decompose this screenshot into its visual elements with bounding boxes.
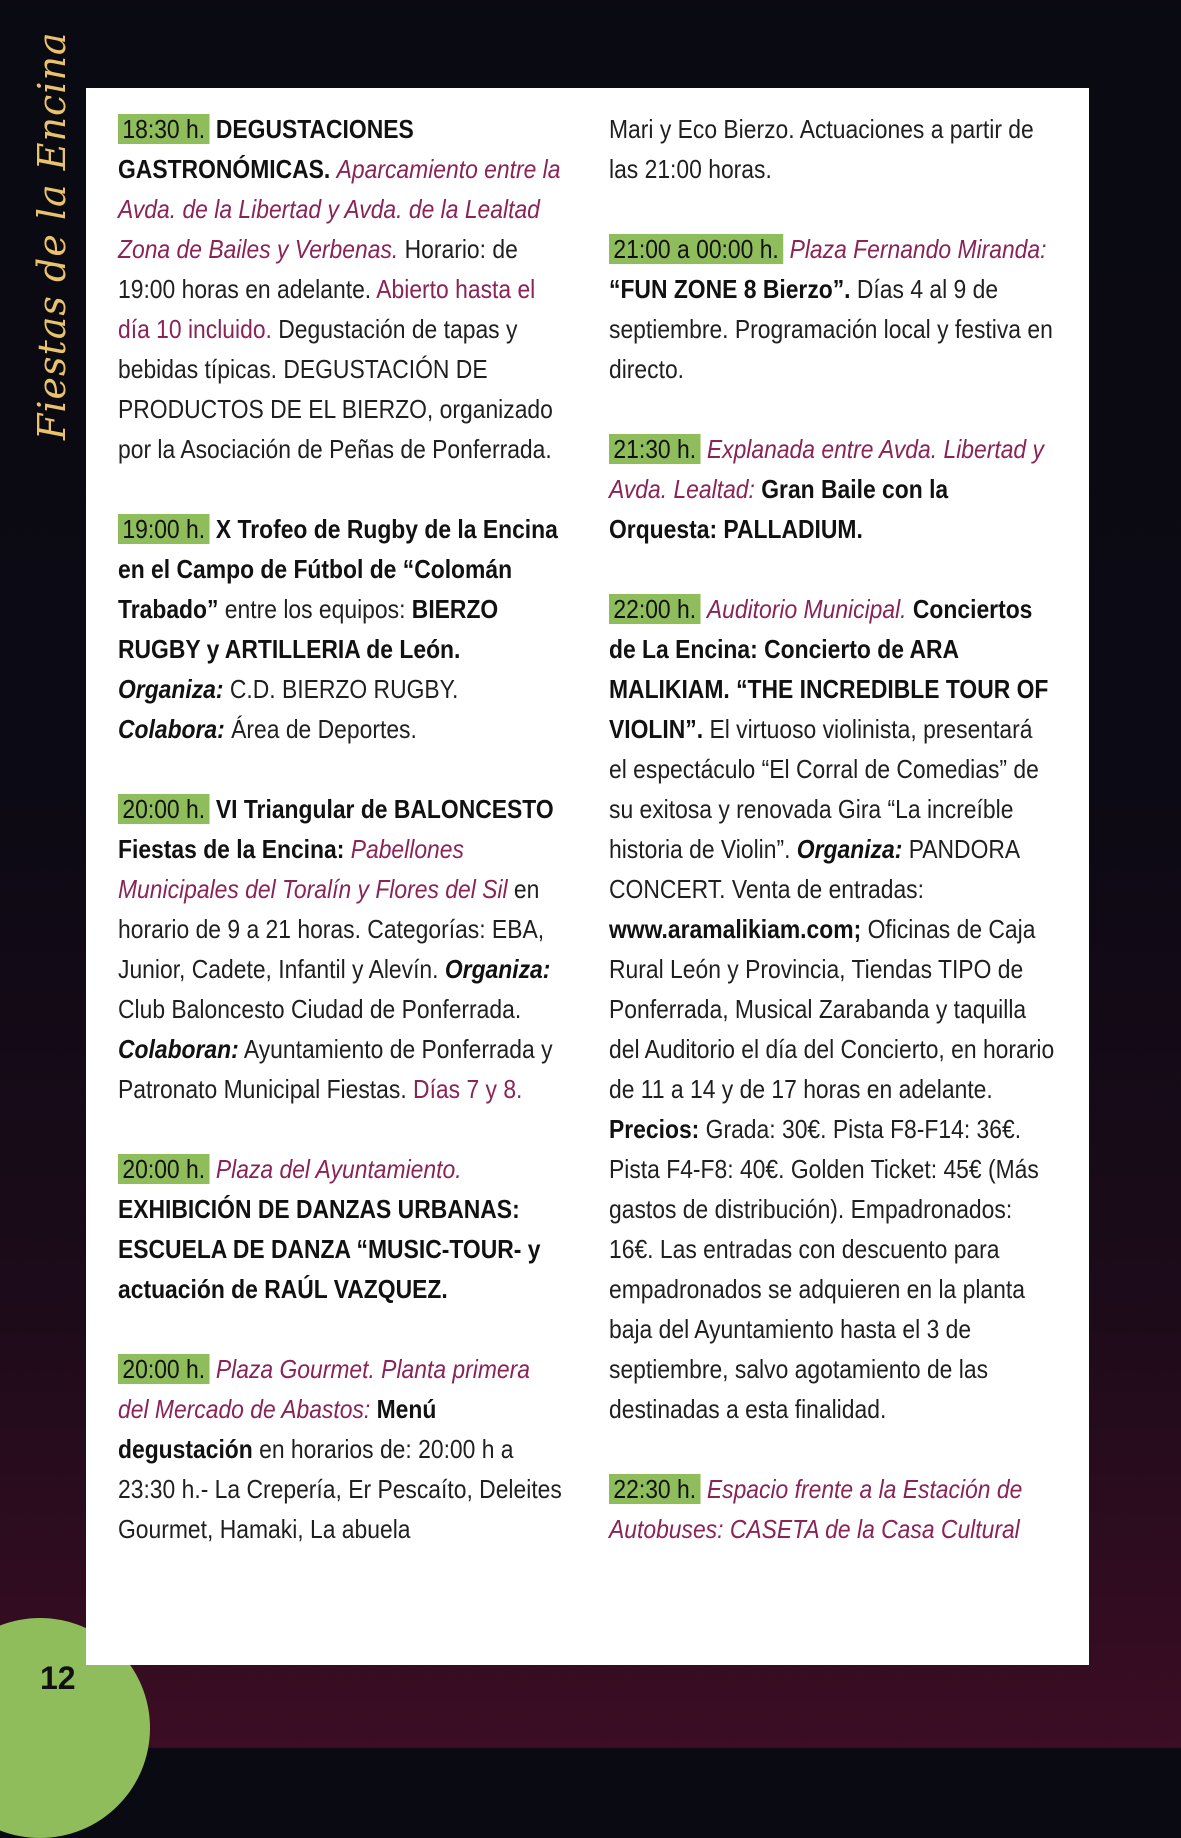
sidebar-title: Fiestas de la Encina [30, 31, 74, 440]
event-time-badge: 20:00 h. [118, 1354, 210, 1384]
event-time-badge: 21:00 a 00:00 h. [609, 234, 783, 264]
event-text: EXHIBICIÓN DE DANZAS URBANAS: ESCUELA DE DANZA “MUSIC-TOUR- y actuación de RAÚL VAZQUEZ. [118, 1194, 541, 1304]
event-entry [118, 789, 563, 1109]
event-text: Organiza: [118, 674, 224, 704]
left-column [118, 109, 564, 1589]
event-text: en horario de 9 a 21 horas. Categorías: EBA, Junior, Cadete, Infantil y Alevín. [118, 874, 545, 984]
event-text: Menú degustación [118, 1394, 437, 1464]
event-text: Abierto hasta el día 10 incluido. [118, 274, 536, 344]
event-time-badge: 20:00 h. [118, 794, 210, 824]
event-text: Área de Deportes. [231, 714, 417, 744]
event-text: entre los equipos: [224, 594, 406, 624]
event-text: www.aramalikiam.com; [609, 914, 862, 944]
event-text: Aparcamiento entre la Avda. de la Libertad y Avda. de la Lealtad Zona de Bailes y Verbenas. [118, 154, 561, 264]
event-entry [609, 589, 1054, 1429]
event-time-badge: 22:00 h. [609, 594, 701, 624]
event-text: “FUN ZONE 8 Bierzo”. [609, 274, 851, 304]
event-text: Mari y Eco Bierzo. Actuaciones a partir de las 21:00 horas. [609, 114, 1034, 184]
event-text: Horario: de 19:00 horas en adelante. [118, 234, 518, 304]
event-text: BIERZO RUGBY y ARTILLERIA de León. [118, 594, 499, 664]
event-text: C.D. BIERZO RUGBY. [229, 674, 459, 704]
event-entry [609, 109, 1054, 189]
event-text: PANDORA CONCERT. Venta de entradas: [609, 834, 1019, 904]
event-text: Colaboran: [118, 1034, 239, 1064]
event-entry [609, 229, 1054, 389]
event-text: Oficinas de Caja Rural León y Provincia, Tiendas TIPO de Ponferrada, Musical Zarabanda y taquilla del Auditorio el día del Concierto, en horario de 11 a 14 y de 17 horas en adelante. [609, 914, 1055, 1104]
event-text: Explanada entre Avda. Libertad y Avda. Lealtad: [609, 434, 1044, 504]
event-entry [118, 1149, 563, 1309]
event-text: Club Baloncesto Ciudad de Ponferrada. [118, 994, 522, 1024]
event-time-badge: 19:00 h. [118, 514, 210, 544]
event-text: Precios: [609, 1114, 700, 1144]
event-time-badge: 20:00 h. [118, 1154, 210, 1184]
event-text: Organiza: [444, 954, 551, 984]
event-entry [118, 109, 563, 469]
event-text: Pabellones Municipales del Toralín y Flores del Sil [118, 834, 508, 904]
event-text: Gran Baile con la Orquesta: PALLADIUM. [609, 474, 949, 544]
event-text: Espacio frente a la Estación de Autobuses: CASETA de la Casa Cultural [609, 1474, 1023, 1544]
event-text: Grada: 30€. Pista F8-F14: 36€. Pista F4-F8: 40€. Golden Ticket: 45€ (Más gastos de distribución). Empadronados: 16€. Las entradas con descuento para empadronados se adquieren en la planta baja del Ayuntamiento hasta el 3 de septiembre, salvo agotamiento de las destinadas a esta finalidad. [609, 1114, 1039, 1424]
event-text: Conciertos de La Encina: Concierto de ARA MALIKIAM. “THE INCREDIBLE TOUR OF VIOLIN”. [609, 594, 1049, 744]
content-panel [86, 88, 1089, 1665]
event-time-badge: 22:30 h. [609, 1474, 701, 1504]
event-text: Plaza Fernando Miranda: [789, 234, 1047, 264]
page-number: 12 [40, 1660, 76, 1696]
event-text: Organiza: [796, 834, 903, 864]
event-text: El virtuoso violinista, presentará el espectáculo “El Corral de Comedias” de su exitosa y renovada Gira “La increíble historia de Violin”. [609, 714, 1039, 864]
event-text: en horarios de: 20:00 h a 23:30 h.- La Crepería, Er Pescaíto, Deleites Gourmet, Hamaki, La abuela [118, 1434, 562, 1544]
event-entry [609, 1469, 1054, 1549]
event-text: Degustación de tapas y bebidas típicas. DEGUSTACIÓN DE PRODUCTOS DE EL BIERZO, organizado por la Asociación de Peñas de Ponferrada. [118, 314, 553, 464]
event-text: Colabora: [118, 714, 225, 744]
event-entry [609, 429, 1054, 549]
event-entry [118, 509, 563, 749]
event-text: X Trofeo de Rugby de la Encina en el Campo de Fútbol de “Colomán Trabado” [118, 514, 558, 624]
event-text: Ayuntamiento de Ponferrada y Patronato Municipal Fiestas. [118, 1034, 553, 1104]
event-text: Plaza del Ayuntamiento. [215, 1154, 462, 1184]
event-text: Plaza Gourmet. Planta primera del Mercado de Abastos: [118, 1354, 530, 1424]
event-text: DEGUSTACIONES GASTRONÓMICAS. [118, 114, 414, 184]
event-time-badge: 21:30 h. [609, 434, 701, 464]
event-text: Auditorio Municipal. [706, 594, 907, 624]
event-text: Días 7 y 8. [413, 1074, 523, 1104]
event-text: VI Triangular de BALONCESTO Fiestas de la Encina: [118, 794, 554, 864]
event-time-badge: 18:30 h. [118, 114, 210, 144]
event-text: Días 4 al 9 de septiembre. Programación local y festiva en directo. [609, 274, 1053, 384]
right-column [609, 109, 1055, 1589]
event-entry [118, 1349, 563, 1549]
